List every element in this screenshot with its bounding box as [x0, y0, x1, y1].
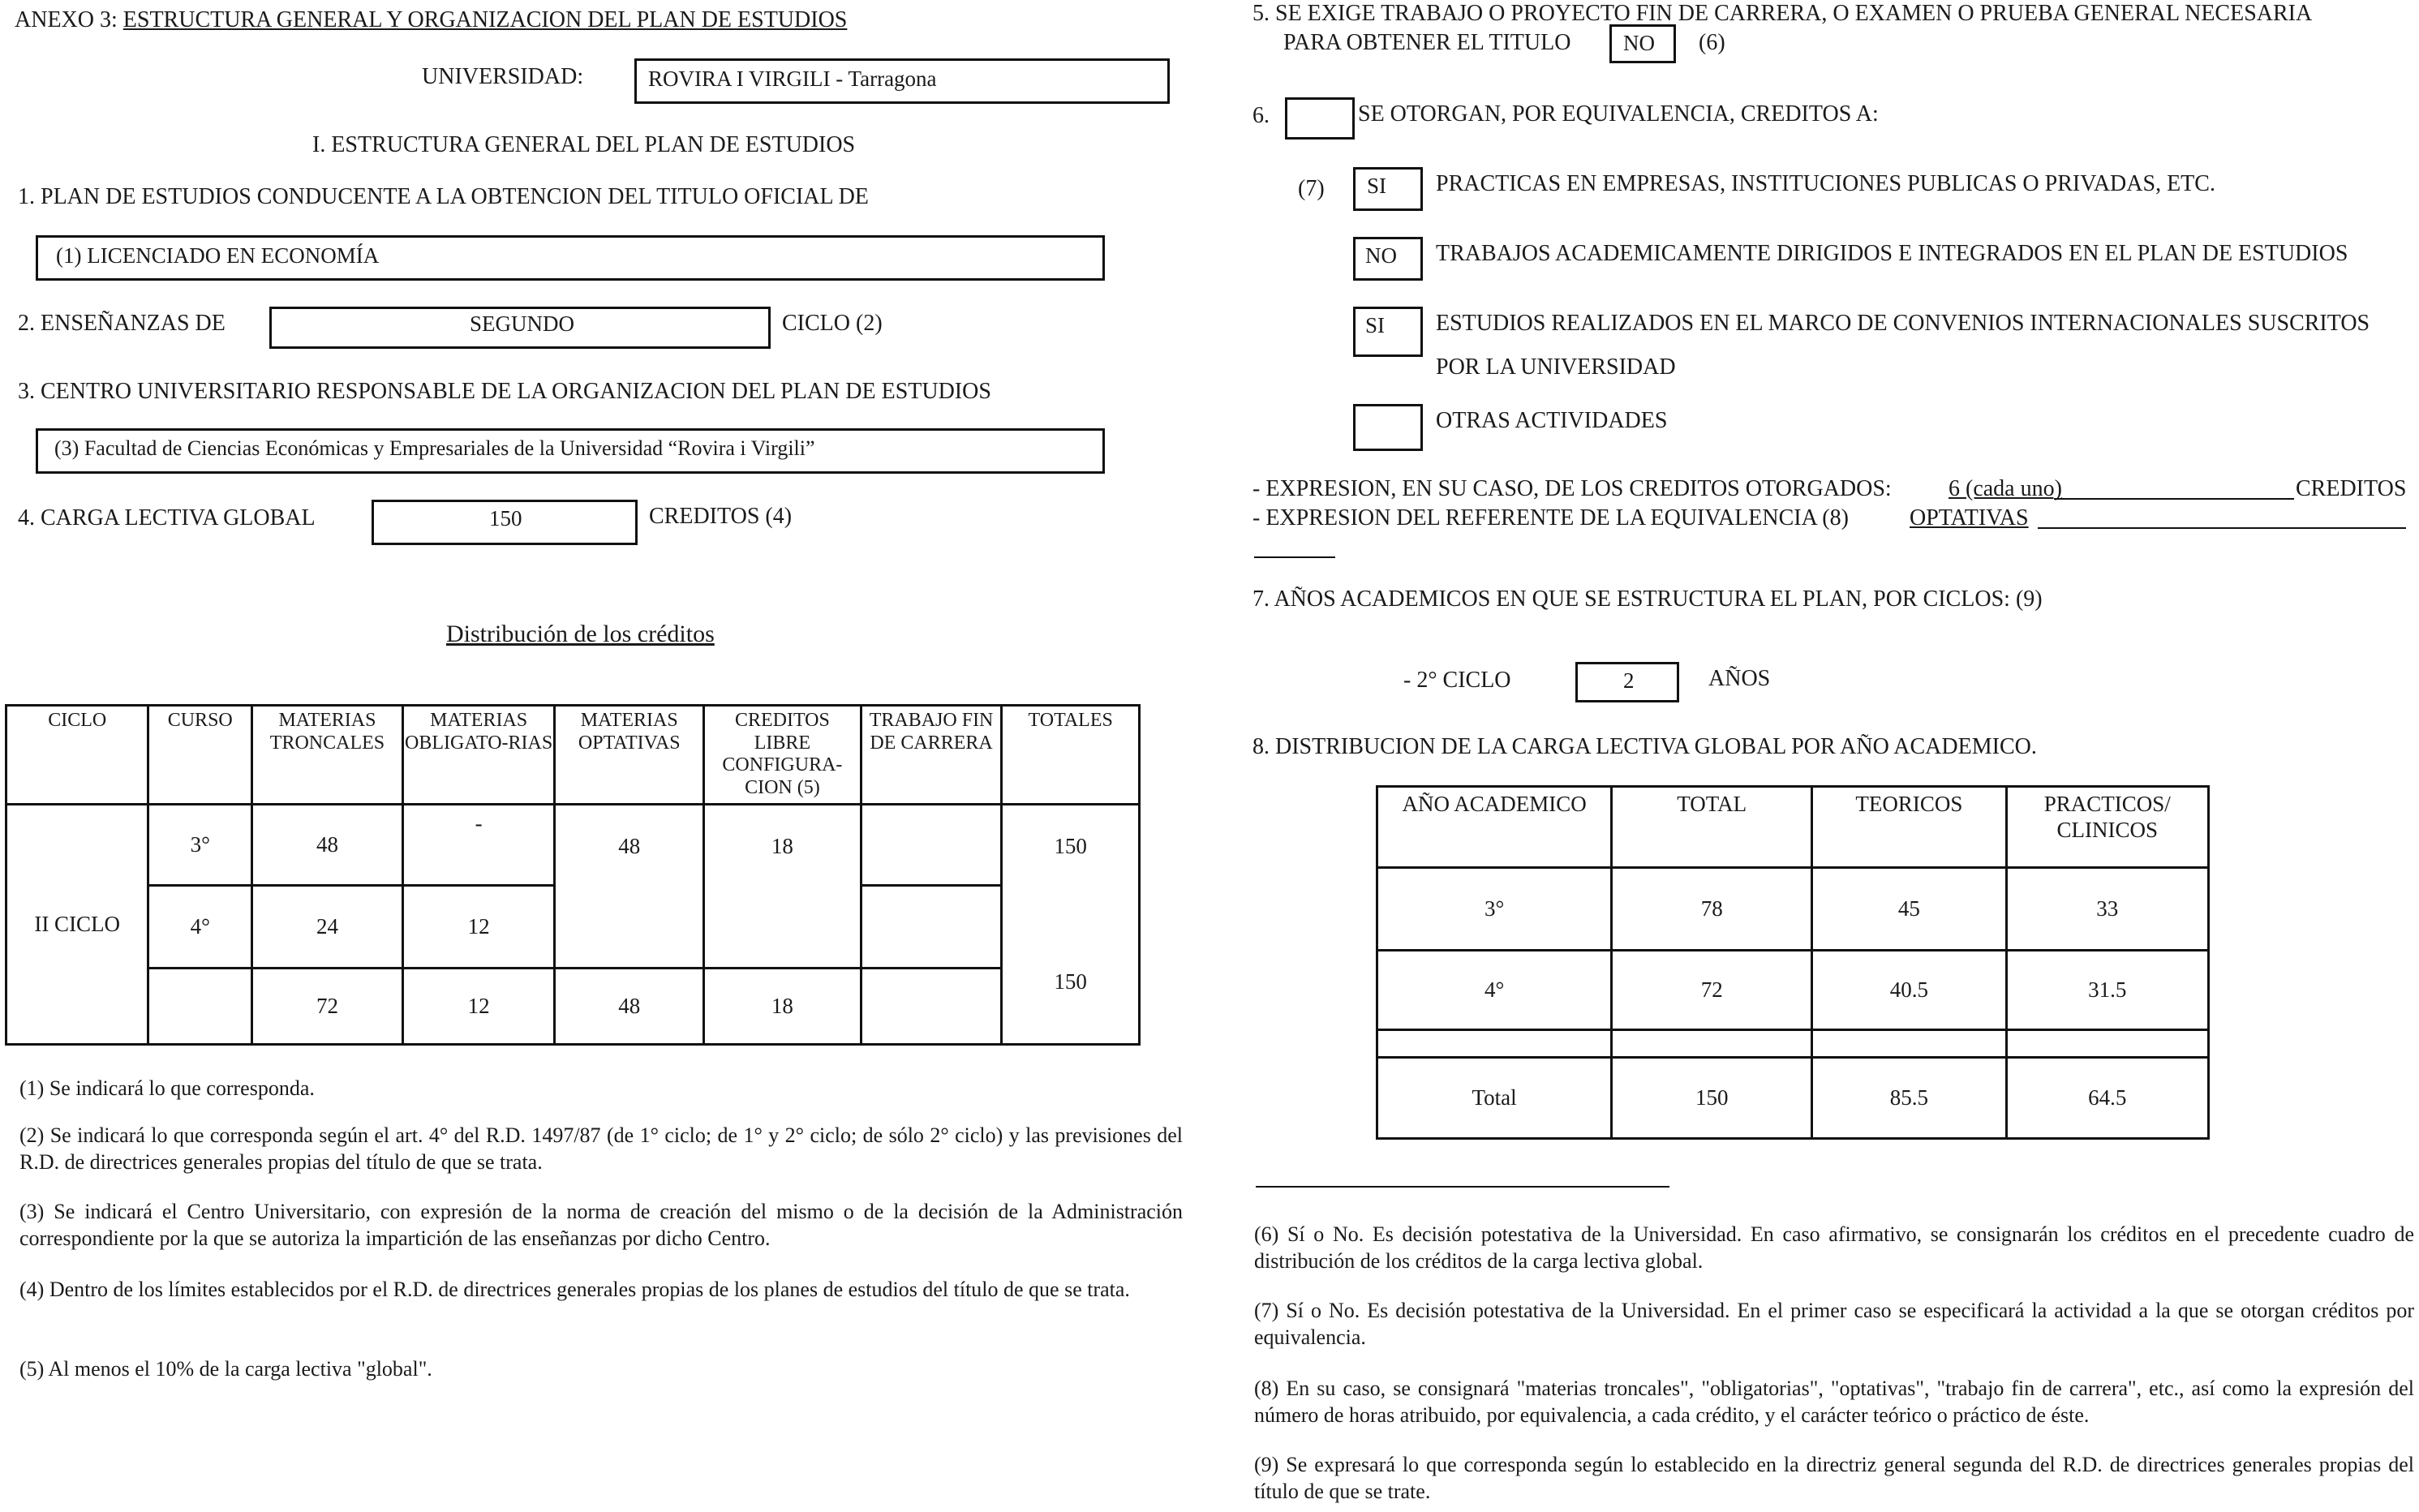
item7-box — [1575, 662, 1679, 702]
item4-label: 4. CARGA LECTIVA GLOBAL — [18, 505, 316, 530]
optativas-cell: 48 — [555, 805, 704, 969]
equiv-label-4: OTRAS ACTIVIDADES — [1436, 408, 1668, 433]
referent-label: - EXPRESION DEL REFERENTE DE LA EQUIVALENCIA (8) — [1252, 505, 1849, 530]
libre-cell: 18 — [704, 969, 861, 1045]
teoricos-cell — [1812, 1030, 2006, 1058]
curso-cell — [148, 969, 252, 1045]
practicos-cell: 64.5 — [2006, 1058, 2208, 1139]
equiv-value-2: NO — [1365, 243, 1397, 268]
item3-value: (3) Facultad de Ciencias Económicas y Empresariales de la Universidad “Rovira i Virgili” — [54, 436, 815, 460]
header-libre: CREDITOS LIBRE CONFIGURA-CION (5) — [704, 706, 861, 805]
annex-heading — [15, 6, 847, 34]
practicos-cell — [2006, 1030, 2208, 1058]
note-7: (7) Sí o No. Es decisión potestativa de la Universidad. En el primer caso se especificará la actividad a la que se otorgan créditos por equivalencia. — [1254, 1299, 2414, 1349]
troncales-cell: 48 — [252, 805, 403, 886]
equiv-value-3: SI — [1365, 313, 1386, 337]
item7-value: 2 — [1623, 668, 1635, 693]
year-cell: 3° — [1377, 868, 1612, 951]
referent-underline — [2038, 527, 2406, 529]
note-6: (6) Sí o No. Es decisión potestativa de la Universidad. En caso afirmativo, se consignarán los créditos en el precedente cuadro de distribución de los créditos de la carga lectiva global. — [1254, 1222, 2414, 1273]
year-cell: 4° — [1377, 951, 1612, 1030]
year-distribution-table — [1376, 785, 2210, 1140]
header-practicos: PRACTICOS/ CLINICOS — [2006, 787, 2208, 868]
dist-title: Distribución de los créditos — [446, 621, 715, 647]
header-obligatorias: MATERIAS OBLIGATO-RIAS — [402, 706, 555, 805]
trabajo-cell — [861, 805, 1002, 886]
total-cell — [1612, 1030, 1812, 1058]
total-cell: 72 — [1612, 951, 1812, 1030]
table-row — [1377, 1058, 2209, 1139]
item5-ref: (6) — [1699, 30, 1725, 55]
header-ciclo: CICLO — [6, 706, 148, 805]
university-label: UNIVERSIDAD: — [422, 64, 584, 89]
item4-value: 150 — [489, 506, 522, 530]
year-cell: Total — [1377, 1058, 1612, 1139]
header-trabajo: TRABAJO FIN DE CARRERA — [861, 706, 1002, 805]
total-cell: 150 — [1612, 1058, 1812, 1139]
total-cell: 78 — [1612, 868, 1812, 951]
item5-line1: 5. SE EXIGE TRABAJO O PROYECTO FIN DE CARRERA, O EXAMEN O PRUEBA GENERAL NECESARIA — [1252, 1, 2313, 26]
annex-title: ESTRUCTURA GENERAL Y ORGANIZACION DEL PLAN DE ESTUDIOS — [122, 7, 848, 32]
equiv-label-2: TRABAJOS ACADEMICAMENTE DIRIGIDOS E INTEGRADOS EN EL PLAN DE ESTUDIOS — [1436, 241, 2348, 266]
credits-expr-value: 6 (cada uno) — [1949, 476, 2062, 501]
item8-label: 8. DISTRIBUCION DE LA CARGA LECTIVA GLOBAL POR AÑO ACADEMICO. — [1252, 734, 2037, 759]
footnote-separator — [1256, 1186, 1669, 1188]
item6-ref: (7) — [1298, 176, 1325, 201]
curso-cell: 4° — [148, 886, 252, 969]
obligatorias-cell: - — [402, 805, 555, 886]
obligatorias-cell: 12 — [402, 886, 555, 969]
equiv-box-1 — [1353, 167, 1423, 211]
item2-value: SEGUNDO — [470, 311, 575, 336]
header-curso: CURSO — [148, 706, 252, 805]
table-row — [1377, 868, 2209, 951]
practicos-cell: 31.5 — [2006, 951, 2208, 1030]
note-3: (3) Se indicará el Centro Universitario, con expresión de la norma de creación del mismo o de la decisión de la Administración correspondiente por la que se autoriza la impartición de las enseñanzas por dicho Centro. — [19, 1200, 1183, 1250]
item4-suffix: CREDITOS (4) — [649, 504, 793, 529]
table-row — [6, 805, 1140, 886]
note-8: (8) En su caso, se consignará "materias troncales", "obligatorias", "optativas", "trabajo fin de carrera", etc., así como la expresión del número de horas atribuido, por equivalencia, a cada crédito, y el carácter teórico o práctico de éste. — [1254, 1377, 2414, 1427]
item7-label: 7. AÑOS ACADEMICOS EN QUE SE ESTRUCTURA EL PLAN, POR CICLOS: (9) — [1252, 586, 2043, 612]
equiv-label-1: PRACTICAS EN EMPRESAS, INSTITUCIONES PUBLICAS O PRIVADAS, ETC. — [1436, 171, 2215, 196]
credits-expr-label: - EXPRESION, EN SU CASO, DE LOS CREDITOS OTORGADOS: — [1252, 476, 1892, 501]
item3-label: 3. CENTRO UNIVERSITARIO RESPONSABLE DE LA ORGANIZACION DEL PLAN DE ESTUDIOS — [18, 379, 991, 404]
item4-box — [372, 500, 638, 545]
equiv-label-3: ESTUDIOS REALIZADOS EN EL MARCO DE CONVENIOS INTERNACIONALES SUSCRITOS — [1436, 311, 2370, 336]
table-row — [6, 969, 1140, 1045]
totales-cell: 150 — [1002, 805, 1140, 969]
item7-cycle: - 2° CICLO — [1403, 668, 1511, 693]
item6-label: SE OTORGAN, POR EQUIVALENCIA, CREDITOS A: — [1358, 101, 1879, 127]
annex-prefix: ANEXO 3: — [15, 7, 118, 32]
libre-cell: 18 — [704, 805, 861, 969]
header-total: TOTAL — [1612, 787, 1812, 868]
equiv-box-4 — [1353, 404, 1423, 451]
item6-num: 6. — [1252, 103, 1270, 128]
header-totales: TOTALES — [1002, 706, 1140, 805]
header-teoricos: TEORICOS — [1812, 787, 2006, 868]
table-row — [1377, 1030, 2209, 1058]
item1-label: 1. PLAN DE ESTUDIOS CONDUCENTE A LA OBTENCION DEL TITULO OFICIAL DE — [18, 184, 869, 209]
totales-cell: 150 — [1002, 969, 1140, 1045]
teoricos-cell: 45 — [1812, 868, 2006, 951]
item6-box — [1285, 97, 1355, 140]
note-9: (9) Se expresará lo que corresponda según lo establecido en la directriz general segunda del R.D. de directrices generales propias del título de que se trate. — [1254, 1453, 2414, 1503]
cycle-cell: II CICLO — [6, 805, 148, 1045]
item5-value: NO — [1623, 31, 1655, 55]
item3-box — [36, 428, 1105, 474]
item5-line2: PARA OBTENER EL TITULO — [1283, 30, 1571, 55]
header-optativas: MATERIAS OPTATIVAS — [555, 706, 704, 805]
note-4: (4) Dentro de los límites establecidos por el R.D. de directrices generales propias de los planes de estudios del título de que se trata. — [19, 1278, 1130, 1301]
item1-value: (1) LICENCIADO EN ECONOMÍA — [56, 243, 380, 268]
item2-box — [269, 307, 771, 349]
note-2: (2) Se indicará lo que corresponda según el art. 4° del R.D. 1497/87 (de 1° ciclo; de 1° y 2° ciclo; de sólo 2° ciclo) y las previsiones del R.D. de directrices generales propias del título de que se trata. — [19, 1123, 1183, 1174]
trabajo-cell — [861, 886, 1002, 969]
troncales-cell: 72 — [252, 969, 403, 1045]
credits-expr-underline — [2054, 498, 2294, 500]
item5-box — [1609, 24, 1676, 63]
referent-value: OPTATIVAS — [1910, 505, 2029, 530]
credits-expr-suffix: CREDITOS — [2296, 476, 2407, 501]
university-value: ROVIRA I VIRGILI - Tarragona — [648, 67, 937, 91]
curso-cell: 3° — [148, 805, 252, 886]
header-troncales: MATERIAS TRONCALES — [252, 706, 403, 805]
practicos-cell: 33 — [2006, 868, 2208, 951]
equiv-box-3 — [1353, 307, 1423, 357]
table-row — [1377, 951, 2209, 1030]
equiv-box-2 — [1353, 237, 1423, 281]
item7-suffix: AÑOS — [1708, 666, 1771, 691]
trabajo-cell — [861, 969, 1002, 1045]
year-cell — [1377, 1030, 1612, 1058]
referent-underline-continuation — [1254, 556, 1335, 558]
teoricos-cell: 40.5 — [1812, 951, 2006, 1030]
note-1: (1) Se indicará lo que corresponda. — [19, 1076, 315, 1100]
item2-suffix: CICLO (2) — [782, 311, 883, 336]
credits-distribution-table — [5, 704, 1141, 1046]
item1-box — [36, 235, 1105, 281]
header-ano: AÑO ACADEMICO — [1377, 787, 1612, 868]
optativas-cell: 48 — [555, 969, 704, 1045]
teoricos-cell: 85.5 — [1812, 1058, 2006, 1139]
section-title: I. ESTRUCTURA GENERAL DEL PLAN DE ESTUDIOS — [312, 132, 856, 157]
troncales-cell: 24 — [252, 886, 403, 969]
university-box — [634, 58, 1170, 104]
item2-label: 2. ENSEÑANZAS DE — [18, 311, 226, 336]
obligatorias-cell: 12 — [402, 969, 555, 1045]
equiv-value-1: SI — [1367, 174, 1387, 198]
note-5: (5) Al menos el 10% de la carga lectiva "global". — [19, 1357, 432, 1381]
equiv-label-3b: POR LA UNIVERSIDAD — [1436, 354, 1676, 380]
